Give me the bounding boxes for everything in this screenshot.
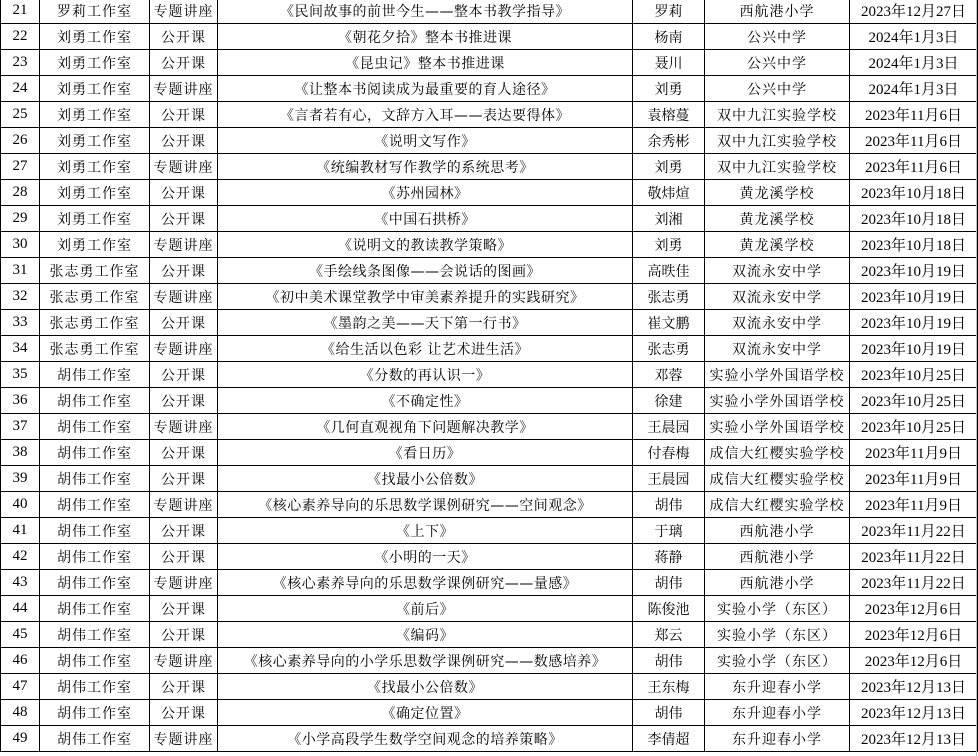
table-row bbox=[1, 466, 978, 492]
date-cell[interactable]: 2023年11月6日 bbox=[850, 128, 978, 154]
studio-cell[interactable]: 张志勇工作室 bbox=[40, 336, 150, 362]
presenter-cell[interactable]: 刘勇 bbox=[633, 232, 705, 258]
school-cell[interactable]: 双流永安中学 bbox=[705, 284, 850, 310]
type-cell[interactable]: 专题讲座 bbox=[150, 154, 218, 180]
presenter-cell[interactable]: 罗莉 bbox=[633, 0, 705, 24]
presenter-cell[interactable]: 胡伟 bbox=[633, 492, 705, 518]
table-row bbox=[1, 336, 978, 362]
title-cell[interactable]: 《不确定性》 bbox=[218, 388, 633, 414]
type-cell[interactable]: 公开课 bbox=[150, 180, 218, 206]
row-number-cell[interactable]: 45 bbox=[1, 622, 40, 648]
title-cell[interactable]: 《确定位置》 bbox=[218, 700, 633, 726]
title-cell[interactable]: 《中国石拱桥》 bbox=[218, 206, 633, 232]
title-cell[interactable]: 《苏州园林》 bbox=[218, 180, 633, 206]
date-cell[interactable]: 2023年12月6日 bbox=[850, 596, 978, 622]
studio-cell[interactable]: 胡伟工作室 bbox=[40, 622, 150, 648]
school-cell[interactable]: 东升迎春小学 bbox=[705, 674, 850, 700]
date-cell[interactable]: 2024年1月3日 bbox=[850, 50, 978, 76]
studio-cell[interactable]: 刘勇工作室 bbox=[40, 102, 150, 128]
date-cell[interactable]: 2024年1月3日 bbox=[850, 76, 978, 102]
title-cell[interactable]: 《说明文的教读教学策略》 bbox=[218, 232, 633, 258]
date-cell[interactable]: 2023年11月9日 bbox=[850, 440, 978, 466]
table-row bbox=[1, 76, 978, 102]
studio-cell[interactable]: 刘勇工作室 bbox=[40, 24, 150, 50]
row-number-cell[interactable]: 22 bbox=[1, 24, 40, 50]
type-cell[interactable]: 专题讲座 bbox=[150, 232, 218, 258]
table-row bbox=[1, 284, 978, 310]
date-cell[interactable]: 2023年10月25日 bbox=[850, 388, 978, 414]
title-cell[interactable]: 《看日历》 bbox=[218, 440, 633, 466]
title-cell[interactable]: 《找最小公倍数》 bbox=[218, 674, 633, 700]
table-row bbox=[1, 440, 978, 466]
row-number-cell[interactable]: 26 bbox=[1, 128, 40, 154]
school-cell[interactable]: 东升迎春小学 bbox=[705, 726, 850, 752]
studio-cell[interactable]: 张志勇工作室 bbox=[40, 258, 150, 284]
row-number-cell[interactable]: 36 bbox=[1, 388, 40, 414]
title-cell[interactable]: 《核心素养导向的乐思数学课例研究——量感》 bbox=[218, 570, 633, 596]
studio-cell[interactable]: 胡伟工作室 bbox=[40, 570, 150, 596]
title-cell[interactable]: 《上下》 bbox=[218, 518, 633, 544]
type-cell[interactable]: 公开课 bbox=[150, 388, 218, 414]
row-number-cell[interactable]: 39 bbox=[1, 466, 40, 492]
title-cell[interactable]: 《言者若有心，文辞方入耳——表达要得体》 bbox=[218, 102, 633, 128]
school-cell[interactable]: 成信大红樱实验学校 bbox=[705, 466, 850, 492]
studio-cell[interactable]: 刘勇工作室 bbox=[40, 76, 150, 102]
presenter-cell[interactable]: 蒋静 bbox=[633, 544, 705, 570]
title-cell[interactable]: 《前后》 bbox=[218, 596, 633, 622]
presenter-cell[interactable]: 袁榕蔓 bbox=[633, 102, 705, 128]
presenter-cell[interactable]: 张志勇 bbox=[633, 284, 705, 310]
row-number-cell[interactable]: 25 bbox=[1, 102, 40, 128]
studio-cell[interactable]: 胡伟工作室 bbox=[40, 700, 150, 726]
title-cell[interactable]: 《统编教材写作教学的系统思考》 bbox=[218, 154, 633, 180]
school-cell[interactable]: 成信大红樱实验学校 bbox=[705, 492, 850, 518]
date-cell[interactable]: 2023年10月25日 bbox=[850, 414, 978, 440]
row-number-cell[interactable]: 37 bbox=[1, 414, 40, 440]
studio-cell[interactable]: 胡伟工作室 bbox=[40, 544, 150, 570]
type-cell[interactable]: 公开课 bbox=[150, 24, 218, 50]
row-number-cell[interactable]: 46 bbox=[1, 648, 40, 674]
title-cell[interactable]: 《编码》 bbox=[218, 622, 633, 648]
school-cell[interactable]: 成信大红樱实验学校 bbox=[705, 440, 850, 466]
presenter-cell[interactable]: 王晨园 bbox=[633, 414, 705, 440]
date-cell[interactable]: 2023年10月18日 bbox=[850, 180, 978, 206]
title-cell[interactable]: 《初中美术课堂教学中审美素养提升的实践研究》 bbox=[218, 284, 633, 310]
type-cell[interactable]: 公开课 bbox=[150, 362, 218, 388]
table-row bbox=[1, 154, 978, 180]
presenter-cell[interactable]: 王晨园 bbox=[633, 466, 705, 492]
presenter-cell[interactable]: 陈俊池 bbox=[633, 596, 705, 622]
table-row bbox=[1, 518, 978, 544]
type-cell[interactable]: 公开课 bbox=[150, 466, 218, 492]
presenter-cell[interactable]: 崔文鹏 bbox=[633, 310, 705, 336]
table-row bbox=[1, 726, 978, 752]
title-cell[interactable]: 《民间故事的前世今生——整本书教学指导》 bbox=[218, 0, 633, 24]
presenter-cell[interactable]: 王东梅 bbox=[633, 674, 705, 700]
school-cell[interactable]: 黄龙溪学校 bbox=[705, 206, 850, 232]
type-cell[interactable]: 专题讲座 bbox=[150, 492, 218, 518]
type-cell[interactable]: 公开课 bbox=[150, 518, 218, 544]
row-number-cell[interactable]: 38 bbox=[1, 440, 40, 466]
school-cell[interactable]: 双中九江实验学校 bbox=[705, 102, 850, 128]
row-number-cell[interactable]: 31 bbox=[1, 258, 40, 284]
table-row bbox=[1, 674, 978, 700]
school-cell[interactable]: 公兴中学 bbox=[705, 24, 850, 50]
table-row bbox=[1, 180, 978, 206]
table-row bbox=[1, 24, 978, 50]
studio-cell[interactable]: 张志勇工作室 bbox=[40, 310, 150, 336]
school-cell[interactable]: 双中九江实验学校 bbox=[705, 154, 850, 180]
row-number-cell[interactable]: 27 bbox=[1, 154, 40, 180]
type-cell[interactable]: 公开课 bbox=[150, 674, 218, 700]
type-cell[interactable]: 公开课 bbox=[150, 50, 218, 76]
studio-cell[interactable]: 胡伟工作室 bbox=[40, 518, 150, 544]
row-number-cell[interactable]: 49 bbox=[1, 726, 40, 752]
school-cell[interactable]: 双流永安中学 bbox=[705, 310, 850, 336]
row-number-cell[interactable]: 43 bbox=[1, 570, 40, 596]
presenter-cell[interactable]: 邓蓉 bbox=[633, 362, 705, 388]
studio-cell[interactable]: 胡伟工作室 bbox=[40, 466, 150, 492]
date-cell[interactable]: 2023年10月19日 bbox=[850, 258, 978, 284]
row-number-cell[interactable]: 48 bbox=[1, 700, 40, 726]
date-cell[interactable]: 2023年12月13日 bbox=[850, 700, 978, 726]
studio-cell[interactable]: 胡伟工作室 bbox=[40, 388, 150, 414]
table-row bbox=[1, 50, 978, 76]
date-cell[interactable]: 2023年11月22日 bbox=[850, 570, 978, 596]
table-row bbox=[1, 310, 978, 336]
date-cell[interactable]: 2023年10月19日 bbox=[850, 310, 978, 336]
presenter-cell[interactable]: 刘勇 bbox=[633, 76, 705, 102]
date-cell[interactable]: 2023年10月19日 bbox=[850, 336, 978, 362]
title-cell[interactable]: 《手绘线条图像——会说话的图画》 bbox=[218, 258, 633, 284]
table-row bbox=[1, 544, 978, 570]
table-row bbox=[1, 206, 978, 232]
table-row bbox=[1, 700, 978, 726]
school-cell[interactable]: 黄龙溪学校 bbox=[705, 180, 850, 206]
presenter-cell[interactable]: 胡伟 bbox=[633, 700, 705, 726]
type-cell[interactable]: 公开课 bbox=[150, 596, 218, 622]
school-cell[interactable]: 实验小学外国语学校 bbox=[705, 414, 850, 440]
school-cell[interactable]: 黄龙溪学校 bbox=[705, 232, 850, 258]
title-cell[interactable]: 《给生活以色彩 让艺术进生活》 bbox=[218, 336, 633, 362]
type-cell[interactable]: 专题讲座 bbox=[150, 414, 218, 440]
presenter-cell[interactable]: 余秀彬 bbox=[633, 128, 705, 154]
school-cell[interactable]: 西航港小学 bbox=[705, 570, 850, 596]
date-cell[interactable]: 2023年12月6日 bbox=[850, 648, 978, 674]
row-number-cell[interactable]: 29 bbox=[1, 206, 40, 232]
school-cell[interactable]: 西航港小学 bbox=[705, 544, 850, 570]
title-cell[interactable]: 《墨韵之美——天下第一行书》 bbox=[218, 310, 633, 336]
school-cell[interactable]: 实验小学外国语学校 bbox=[705, 362, 850, 388]
school-cell[interactable]: 东升迎春小学 bbox=[705, 700, 850, 726]
type-cell[interactable]: 公开课 bbox=[150, 206, 218, 232]
type-cell[interactable]: 专题讲座 bbox=[150, 76, 218, 102]
table-row bbox=[1, 492, 978, 518]
presenter-cell[interactable]: 聂川 bbox=[633, 50, 705, 76]
title-cell[interactable]: 《核心素养导向的乐思数学课例研究——空间观念》 bbox=[218, 492, 633, 518]
title-cell[interactable]: 《找最小公倍数》 bbox=[218, 466, 633, 492]
title-cell[interactable]: 《朝花夕拾》整本书推进课 bbox=[218, 24, 633, 50]
studio-cell[interactable]: 罗莉工作室 bbox=[40, 0, 150, 24]
school-cell[interactable]: 西航港小学 bbox=[705, 0, 850, 24]
type-cell[interactable]: 公开课 bbox=[150, 622, 218, 648]
studio-cell[interactable]: 胡伟工作室 bbox=[40, 648, 150, 674]
studio-cell[interactable]: 胡伟工作室 bbox=[40, 414, 150, 440]
table-row bbox=[1, 128, 978, 154]
date-cell[interactable]: 2023年10月18日 bbox=[850, 206, 978, 232]
title-cell[interactable]: 《核心素养导向的小学乐思数学课例研究——数感培养》 bbox=[218, 648, 633, 674]
type-cell[interactable]: 公开课 bbox=[150, 102, 218, 128]
row-number-cell[interactable]: 42 bbox=[1, 544, 40, 570]
date-cell[interactable]: 2023年12月27日 bbox=[850, 0, 978, 24]
row-number-cell[interactable]: 41 bbox=[1, 518, 40, 544]
presenter-cell[interactable]: 杨南 bbox=[633, 24, 705, 50]
date-cell[interactable]: 2023年10月18日 bbox=[850, 232, 978, 258]
table-row bbox=[1, 570, 978, 596]
row-number-cell[interactable]: 21 bbox=[1, 0, 40, 24]
type-cell[interactable]: 专题讲座 bbox=[150, 648, 218, 674]
presenter-cell[interactable]: 敬炜煊 bbox=[633, 180, 705, 206]
row-number-cell[interactable]: 33 bbox=[1, 310, 40, 336]
table-row bbox=[1, 388, 978, 414]
school-cell[interactable]: 实验小学（东区） bbox=[705, 622, 850, 648]
presenter-cell[interactable]: 张志勇 bbox=[633, 336, 705, 362]
studio-cell[interactable]: 胡伟工作室 bbox=[40, 440, 150, 466]
row-number-cell[interactable]: 44 bbox=[1, 596, 40, 622]
studio-cell[interactable]: 刘勇工作室 bbox=[40, 154, 150, 180]
date-cell[interactable]: 2024年1月3日 bbox=[850, 24, 978, 50]
studio-cell[interactable]: 胡伟工作室 bbox=[40, 674, 150, 700]
date-cell[interactable]: 2023年10月19日 bbox=[850, 284, 978, 310]
presenter-cell[interactable]: 刘勇 bbox=[633, 154, 705, 180]
studio-cell[interactable]: 胡伟工作室 bbox=[40, 726, 150, 752]
school-cell[interactable]: 实验小学（东区） bbox=[705, 648, 850, 674]
table-row bbox=[1, 648, 978, 674]
presenter-cell[interactable]: 刘湘 bbox=[633, 206, 705, 232]
type-cell[interactable]: 公开课 bbox=[150, 310, 218, 336]
type-cell[interactable]: 公开课 bbox=[150, 128, 218, 154]
table-row bbox=[1, 414, 978, 440]
row-number-cell[interactable]: 28 bbox=[1, 180, 40, 206]
date-cell[interactable]: 2023年12月13日 bbox=[850, 674, 978, 700]
presenter-cell[interactable]: 高昳佳 bbox=[633, 258, 705, 284]
presenter-cell[interactable]: 郑云 bbox=[633, 622, 705, 648]
title-cell[interactable]: 《几何直观视角下问题解决教学》 bbox=[218, 414, 633, 440]
title-cell[interactable]: 《说明文写作》 bbox=[218, 128, 633, 154]
school-cell[interactable]: 实验小学外国语学校 bbox=[705, 388, 850, 414]
school-cell[interactable]: 实验小学（东区） bbox=[705, 596, 850, 622]
school-cell[interactable]: 公兴中学 bbox=[705, 50, 850, 76]
title-cell[interactable]: 《小明的一天》 bbox=[218, 544, 633, 570]
date-cell[interactable]: 2023年12月6日 bbox=[850, 622, 978, 648]
studio-cell[interactable]: 刘勇工作室 bbox=[40, 128, 150, 154]
studio-cell[interactable]: 刘勇工作室 bbox=[40, 180, 150, 206]
table-row bbox=[1, 622, 978, 648]
row-number-cell[interactable]: 40 bbox=[1, 492, 40, 518]
column-gridline bbox=[976, 0, 977, 756]
table-row bbox=[1, 0, 978, 24]
date-cell[interactable]: 2023年11月22日 bbox=[850, 518, 978, 544]
date-cell[interactable]: 2023年11月9日 bbox=[850, 492, 978, 518]
row-number-cell[interactable]: 34 bbox=[1, 336, 40, 362]
presenter-cell[interactable]: 李倩超 bbox=[633, 726, 705, 752]
studio-cell[interactable]: 胡伟工作室 bbox=[40, 492, 150, 518]
type-cell[interactable]: 公开课 bbox=[150, 544, 218, 570]
presenter-cell[interactable]: 胡伟 bbox=[633, 570, 705, 596]
type-cell[interactable]: 公开课 bbox=[150, 258, 218, 284]
school-cell[interactable]: 西航港小学 bbox=[705, 518, 850, 544]
row-number-cell[interactable]: 32 bbox=[1, 284, 40, 310]
date-cell[interactable]: 2023年12月13日 bbox=[850, 726, 978, 752]
type-cell[interactable]: 公开课 bbox=[150, 440, 218, 466]
presenter-cell[interactable]: 付春梅 bbox=[633, 440, 705, 466]
row-number-cell[interactable]: 30 bbox=[1, 232, 40, 258]
studio-cell[interactable]: 胡伟工作室 bbox=[40, 596, 150, 622]
row-number-cell[interactable]: 35 bbox=[1, 362, 40, 388]
title-cell[interactable]: 《昆虫记》整本书推进课 bbox=[218, 50, 633, 76]
date-cell[interactable]: 2023年11月9日 bbox=[850, 466, 978, 492]
table-row bbox=[1, 102, 978, 128]
row-number-cell[interactable]: 23 bbox=[1, 50, 40, 76]
date-cell[interactable]: 2023年11月22日 bbox=[850, 544, 978, 570]
type-cell[interactable]: 专题讲座 bbox=[150, 0, 218, 24]
type-cell[interactable]: 公开课 bbox=[150, 700, 218, 726]
table-row bbox=[1, 596, 978, 622]
row-number-cell[interactable]: 24 bbox=[1, 76, 40, 102]
date-cell[interactable]: 2023年10月25日 bbox=[850, 362, 978, 388]
studio-cell[interactable]: 刘勇工作室 bbox=[40, 50, 150, 76]
school-cell[interactable]: 双流永安中学 bbox=[705, 336, 850, 362]
presenter-cell[interactable]: 胡伟 bbox=[633, 648, 705, 674]
title-cell[interactable]: 《分数的再认识一》 bbox=[218, 362, 633, 388]
title-cell[interactable]: 《小学高段学生数学空间观念的培养策略》 bbox=[218, 726, 633, 752]
table-row bbox=[1, 232, 978, 258]
type-cell[interactable]: 专题讲座 bbox=[150, 336, 218, 362]
school-cell[interactable]: 双中九江实验学校 bbox=[705, 128, 850, 154]
presenter-cell[interactable]: 徐建 bbox=[633, 388, 705, 414]
school-cell[interactable]: 双流永安中学 bbox=[705, 258, 850, 284]
table-row bbox=[1, 258, 978, 284]
table-row bbox=[1, 362, 978, 388]
studio-cell[interactable]: 刘勇工作室 bbox=[40, 206, 150, 232]
type-cell[interactable]: 专题讲座 bbox=[150, 726, 218, 752]
title-cell[interactable]: 《让整本书阅读成为最重要的育人途径》 bbox=[218, 76, 633, 102]
date-cell[interactable]: 2023年11月6日 bbox=[850, 102, 978, 128]
type-cell[interactable]: 专题讲座 bbox=[150, 284, 218, 310]
studio-cell[interactable]: 胡伟工作室 bbox=[40, 362, 150, 388]
studio-cell[interactable]: 刘勇工作室 bbox=[40, 232, 150, 258]
studio-cell[interactable]: 张志勇工作室 bbox=[40, 284, 150, 310]
row-number-cell[interactable]: 47 bbox=[1, 674, 40, 700]
school-cell[interactable]: 公兴中学 bbox=[705, 76, 850, 102]
presenter-cell[interactable]: 于璃 bbox=[633, 518, 705, 544]
date-cell[interactable]: 2023年11月6日 bbox=[850, 154, 978, 180]
type-cell[interactable]: 专题讲座 bbox=[150, 570, 218, 596]
